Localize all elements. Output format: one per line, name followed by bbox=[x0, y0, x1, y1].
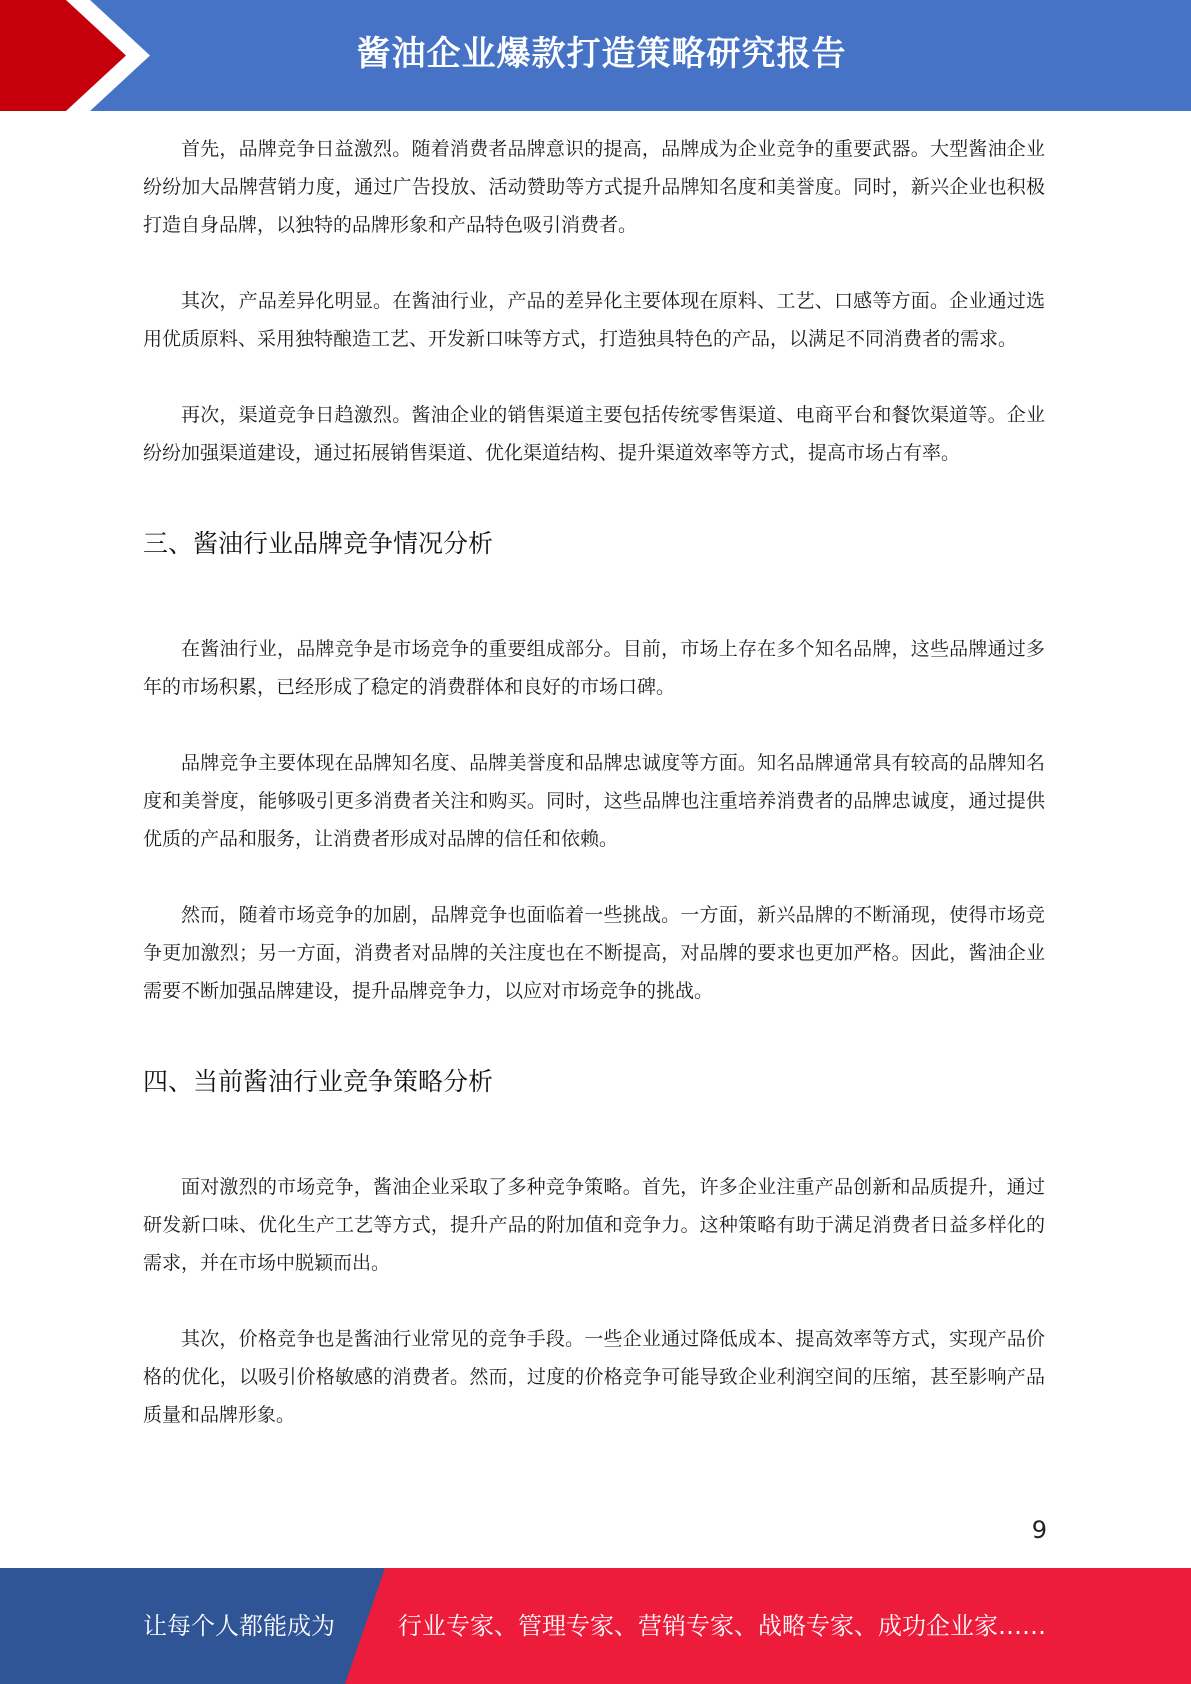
header-banner bbox=[0, 0, 1191, 111]
paragraph-brand-challenges: 然而，随着市场竞争的加剧，品牌竞争也面临着一些挑战。一方面，新兴品牌的不断涌现，使得市场竞争更加激烈；另一方面，消费者对品牌的关注度也在不断提高，对品牌的要求也更加严格。因此，酱油企业需要不断加强品牌建设，提升品牌竞争力，以应对市场竞争的挑战。 bbox=[143, 904, 1045, 1002]
document-title: 酱油企业爆款打造策略研究报告 bbox=[356, 34, 847, 74]
footer-banner bbox=[0, 1568, 1191, 1684]
paragraph-channel-competition: 再次，渠道竞争日趋激烈。酱油企业的销售渠道主要包括传统零售渠道、电商平台和餐饮渠道等。企业纷纷加强渠道建设，通过拓展销售渠道、优化渠道结构、提升渠道效率等方式，提高市场占有率。 bbox=[143, 404, 1045, 464]
paragraph-brand-competition: 首先，品牌竞争日益激烈。随着消费者品牌意识的提高，品牌成为企业竞争的重要武器。大型酱油企业纷纷加大品牌营销力度，通过广告投放、活动赞助等方式提升品牌知名度和美誉度。同时，新兴企业也积极打造自身品牌，以独特的品牌形象和产品特色吸引消费者。 bbox=[143, 138, 1045, 236]
paragraph-price-strategy: 其次，价格竞争也是酱油行业常见的竞争手段。一些企业通过降低成本、提高效率等方式，实现产品价格的优化，以吸引价格敏感的消费者。然而，过度的价格竞争可能导致企业利润空间的压缩，甚至影响产品质量和品牌形象。 bbox=[143, 1328, 1045, 1426]
section-heading-4: 四、当前酱油行业竞争策略分析 bbox=[143, 1067, 494, 1096]
footer-slogan-left: 让每个人都能成为 bbox=[143, 1612, 335, 1640]
section-heading-3: 三、酱油行业品牌竞争情况分析 bbox=[143, 529, 494, 558]
paragraph-product-differentiation: 其次，产品差异化明显。在酱油行业，产品的差异化主要体现在原料、工艺、口感等方面。企业通过选用优质原料、采用独特酿造工艺、开发新口味等方式，打造独具特色的产品，以满足不同消费者的需求。 bbox=[143, 290, 1045, 350]
footer-slogan-right: 行业专家、管理专家、营销专家、战略专家、成功企业家…… bbox=[398, 1612, 1046, 1640]
paragraph-brand-awareness: 品牌竞争主要体现在品牌知名度、品牌美誉度和品牌忠诚度等方面。知名品牌通常具有较高的品牌知名度和美誉度，能够吸引更多消费者关注和购买。同时，这些品牌也注重培养消费者的品牌忠诚度，通过提供优质的产品和服务，让消费者形成对品牌的信任和依赖。 bbox=[143, 752, 1045, 850]
page-number: 9 bbox=[1031, 1516, 1047, 1544]
paragraph-brand-market: 在酱油行业，品牌竞争是市场竞争的重要组成部分。目前，市场上存在多个知名品牌，这些品牌通过多年的市场积累，已经形成了稳定的消费群体和良好的市场口碑。 bbox=[143, 638, 1045, 698]
main-content bbox=[143, 130, 1045, 1434]
paragraph-innovation-strategy: 面对激烈的市场竞争，酱油企业采取了多种竞争策略。首先，许多企业注重产品创新和品质提升，通过研发新口味、优化生产工艺等方式，提升产品的附加值和竞争力。这种策略有助于满足消费者日益多样化的需求，并在市场中脱颖而出。 bbox=[143, 1176, 1045, 1274]
